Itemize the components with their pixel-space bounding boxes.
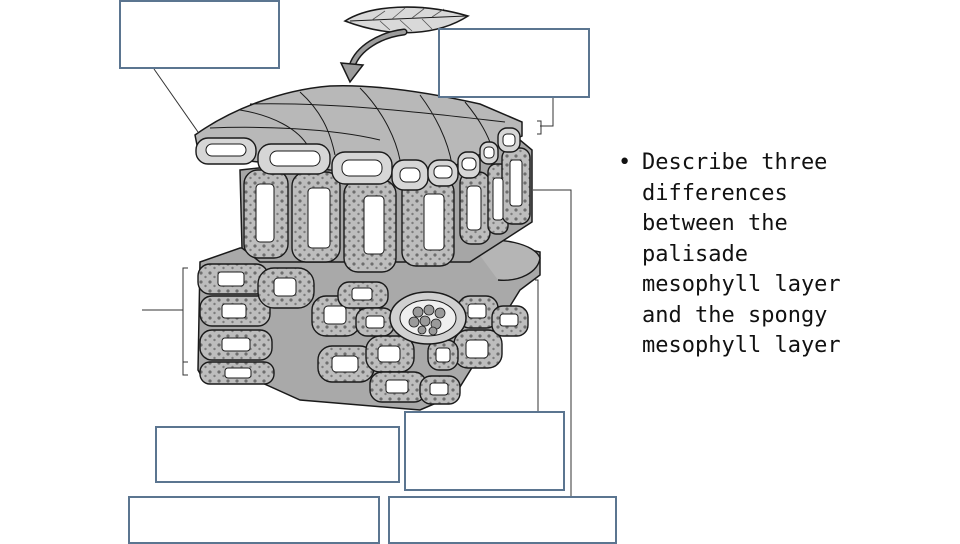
label-box-middle-right[interactable] xyxy=(404,411,565,491)
label-box-bottom-right[interactable] xyxy=(388,496,617,544)
label-box-bottom-left[interactable] xyxy=(128,496,380,544)
label-box-top-right[interactable] xyxy=(438,28,590,98)
question-text: Describe three differences between the palisade mesophyll layer and the spongy mesophyll layer xyxy=(642,150,841,358)
vascular-bundle xyxy=(390,292,466,344)
bullet-marker: • xyxy=(618,150,632,175)
question-prompt xyxy=(618,148,878,362)
label-box-middle-left[interactable] xyxy=(155,426,400,483)
label-box-top-left[interactable] xyxy=(119,0,280,69)
curved-arrow-icon xyxy=(341,32,404,82)
